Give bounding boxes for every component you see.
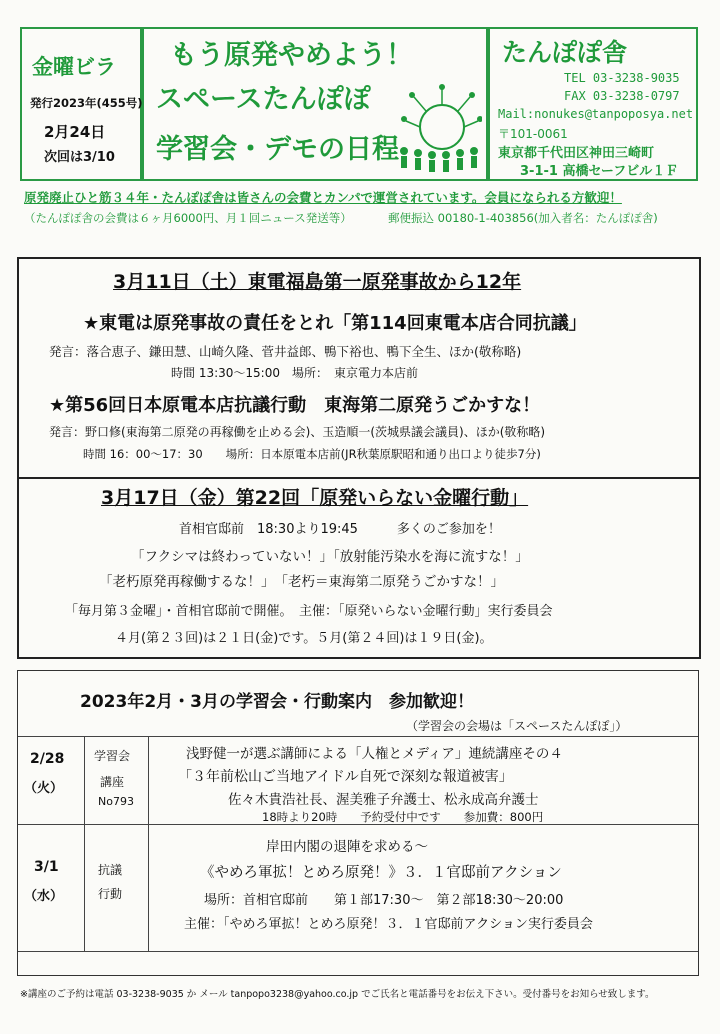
row1-line1: 浅野健一が選ぶ講師による「人権とメディア」連続講座その４: [186, 746, 563, 762]
org-zip: 〒101-0061: [498, 127, 568, 141]
org-fax: FAX 03-3238-0797: [564, 89, 680, 103]
issue-number: 発行2023年(455号): [30, 96, 143, 110]
event2-next: ４月(第２３回)は２１日(金)です。５月(第２４回)は１９日(金)。: [115, 631, 493, 646]
membership-notice: 原発廃止ひと筋３４年・たんぽぽ舎は皆さんの会費とカンパで運営されています。会員になられる方歓迎！: [24, 190, 622, 205]
row1-line4: 18時より20時 予約受付中です 参加費：800円: [262, 810, 544, 824]
issue-date: 2月24日: [44, 123, 106, 141]
event2-slogan2: 「老朽原発再稼働するな！」 「老朽＝東海第二原発うごかすな！」: [99, 574, 504, 590]
table-col-1: [84, 736, 85, 951]
event1-sub2: ★第56回日本原電本店抗議行動 東海第二原発うごかすな！: [49, 395, 541, 416]
contact-box: [488, 27, 698, 181]
event2-place: 首相官邸前 18:30より19:45 多くのご参加を！: [179, 522, 501, 537]
event-march-17: [17, 475, 701, 659]
row1-cat1: 学習会: [94, 749, 131, 763]
org-mail: Mail:nonukes@tanpoposya.net: [498, 107, 694, 121]
event1-time1: 時間 13:30～15:00 場所： 東京電力本店前: [171, 366, 418, 380]
flyer-title: 金曜ビラ: [32, 55, 116, 79]
row1-day: （火）: [24, 781, 64, 796]
org-address-1: 東京都千代田区神田三崎町: [498, 146, 655, 161]
event1-title: 3月11日（土）東電福島第一原発事故から12年: [113, 271, 522, 293]
row1-cat2: 講座: [100, 775, 125, 789]
row1-date: 2/28: [30, 751, 65, 767]
row2-line3: 場所：首相官邸前 第１部17:30～ 第２部18:30～20:00: [204, 893, 564, 908]
event1-speakers2: 発言：野口修(東海第二原発の再稼働を止める会)、玉造順一(茨城県議会議員)、ほか(敬称略): [49, 425, 546, 439]
event-march-11: [17, 257, 701, 479]
event1-time2: 時間 16：00～17：30 場所：日本原電本店前(JR秋葉原駅昭和通り出口より徒歩7分): [83, 447, 541, 461]
membership-fee: （たんぽぽ舎の会費は６ヶ月6000円、月１回ニュース発送等）: [24, 211, 352, 225]
row2-line1: 岸田内閣の退陣を求める～: [266, 839, 428, 855]
schedule-title: 2023年2月・3月の学習会・行動案内 参加歓迎！: [80, 692, 474, 712]
row2-cat2: 行動: [98, 887, 123, 901]
headline-2: スペースたんぽぽ: [156, 84, 371, 115]
row2-day: （水）: [24, 889, 64, 904]
org-tel: TEL 03-3238-9035: [564, 71, 680, 85]
headline-3: 学習会・デモの日程: [156, 134, 399, 165]
schedule-subtitle: （学習会の会場は「スペースたんぽぽ」）: [406, 719, 628, 733]
event2-info: 「毎月第３金曜」・首相官邸前で開催。 主催：「原発いらない金曜行動」実行委員会: [65, 604, 553, 619]
footer-note: ※講座のご予約は電話 03-3238-9035 か メール tanpopo3238@yahoo.co.jp でご氏名と電話番号をお伝え下さい。受付番号をお知らせ致します。: [20, 989, 655, 1000]
headline-1: もう原発やめよう！: [170, 40, 413, 71]
row1-cat3: No793: [98, 795, 134, 808]
row1-line2: 「３年前松山ご当地アイドル自死で深刻な報道被害」: [178, 769, 513, 785]
row1-line3: 佐々木貴浩社長、渥美雅子弁護士、松永成高弁護士: [228, 792, 539, 808]
headline-box: [142, 27, 488, 181]
row2-line2: 《やめろ軍拡！とめろ原発！》３．１官邸前アクション: [200, 865, 562, 881]
next-issue: 次回は3/10: [44, 150, 115, 165]
schedule-section: [17, 670, 699, 976]
row2-date: 3/1: [34, 859, 59, 875]
dandelion-people-illustration: [392, 81, 482, 173]
event1-speakers1: 発言：落合恵子、鎌田慧、山崎久隆、菅井益郎、鴨下裕也、鴨下全生、ほか(敬称略): [49, 344, 522, 359]
row2-line4: 主催：「やめろ軍拡！とめろ原発！３．１官邸前アクション実行委員会: [184, 917, 593, 932]
event1-sub1: ★東電は原発事故の責任をとれ「第114回東電本店合同抗議」: [83, 313, 587, 334]
table-rule-top: [18, 736, 698, 737]
table-rule-bottom: [18, 951, 698, 952]
row2-cat1: 抗議: [98, 863, 123, 877]
issue-box: [20, 27, 142, 181]
event2-slogan1: 「フクシマは終わっていない！」「放射能汚染水を海に流すな！」: [131, 549, 529, 565]
org-name: たんぽぽ舎: [502, 38, 628, 67]
event2-title: 3月17日（金）第22回「原発いらない金曜行動」: [101, 487, 529, 509]
postal-transfer: 郵便振込 00180-1-403856(加入者名：たんぽぽ舎): [388, 211, 658, 225]
org-address-2: 3-1-1 高橋セーフビル１Ｆ: [520, 164, 679, 179]
table-col-2: [148, 736, 149, 951]
